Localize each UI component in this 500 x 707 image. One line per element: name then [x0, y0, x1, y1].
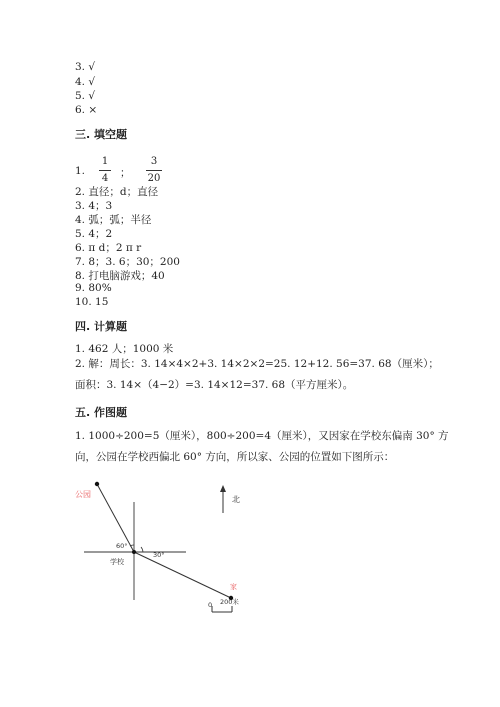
school-to-home-line [134, 552, 231, 598]
fill-line-4: 4. 弧；弧；半径 [75, 214, 152, 226]
fill-line-9: 9. 80% [75, 282, 112, 294]
fill-line-2: 2. 直径；d；直径 [75, 186, 159, 198]
section-title-drawing: 五. 作图题 [75, 406, 128, 419]
drawing-text-line-1: 1. 1000÷200=5（厘米），800÷200=4（厘米），又因家在学校东偏南 30° 方 [75, 430, 449, 442]
answer-line-3: 3. √ [75, 61, 96, 73]
answer-line-5: 5. √ [75, 90, 96, 102]
fill-line-7: 7. 8；3. 6；30；200 [75, 256, 180, 268]
angle-30-label: 30° [153, 551, 165, 559]
section-title-calculation: 四. 计算题 [75, 320, 128, 333]
park-label: 公园 [75, 490, 91, 499]
school-label: 学校 [110, 558, 124, 566]
scale-200m-label: 200米 [220, 598, 239, 606]
school-point [132, 550, 136, 554]
fill-line-6: 6. π d；2 π r [75, 242, 142, 254]
answer-line-4: 4. √ [75, 76, 96, 88]
fill-q1-number: 1. [75, 165, 86, 177]
fill-line-8: 8. 打电脑游戏；40 [75, 270, 165, 282]
park-point [95, 482, 99, 486]
angle-60-label: 60° [116, 542, 128, 550]
calc-line-3: 面积：3. 14×（4−2）=3. 14×12=37. 68（平方厘米）。 [75, 379, 354, 391]
angle-30-arc [141, 547, 143, 552]
fraction-numerator: 1 [101, 156, 109, 167]
drawing-text-line-2: 向，公园在学校西偏北 60° 方向，所以家、公园的位置如下图所示： [75, 451, 395, 463]
section-title-fill-blank: 三. 填空题 [75, 128, 128, 141]
calc-line-1: 1. 462 人；1000 米 [75, 343, 174, 355]
fraction-denominator: 4 [101, 173, 109, 184]
scale-zero-label: 0 [208, 601, 213, 609]
fraction-denominator: 20 [147, 173, 161, 184]
north-label: 北 [232, 495, 240, 504]
fill-line-10: 10. 15 [75, 296, 109, 308]
north-arrow-icon [220, 485, 226, 492]
home-label: 家 [230, 583, 237, 591]
calc-line-2: 2. 解：周长：3. 14×4×2+3. 14×2×2=25. 12+12. 56=37. 68（厘米）； [75, 358, 439, 370]
fill-q1-separator: ； [120, 167, 131, 179]
fraction-numerator: 3 [150, 156, 158, 167]
fill-line-3: 3. 4；3 [75, 200, 113, 212]
answer-line-6: 6. × [75, 104, 98, 116]
fill-line-5: 5. 4；2 [75, 228, 113, 240]
